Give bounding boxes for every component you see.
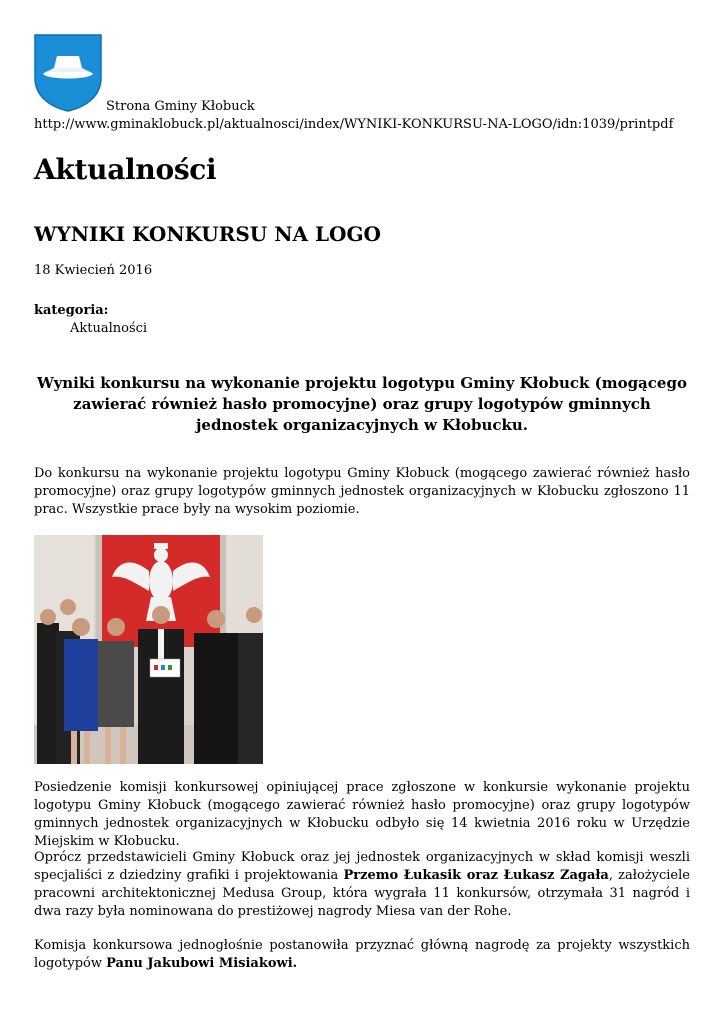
paragraph-3-designers: Przemo Łukasik oraz Łukasz Zagała bbox=[343, 868, 609, 883]
paragraph-4-text: Komisja konkursowa jednogłośnie postanowiła przyznać główną nagrodę za projekty wszystkich logotypów bbox=[34, 938, 690, 971]
municipality-crest-logo bbox=[34, 34, 102, 112]
paragraph-2: Posiedzenie komisji konkursowej opiniującej prace zgłoszone w konkursie wykonanie projektu logotypu Gminy Kłobuck (mogącego zawierać również hasło promocyjne) oraz grupy logotypów gminnych jednostek organizacyjnych w Kłobucku odbyło się 14 kwietnia 2016 roku w Urzędzie Miejskim w Kłobucku. bbox=[34, 780, 690, 849]
paragraph-3-text-start: Oprócz przedstawicieli Gminy Kłobuck oraz jej jednostek organizacyjnych w skład komisji weszli specjaliści z dziedziny grafiki i projektowania bbox=[34, 850, 690, 883]
article-lead: Wyniki konkursu na wykonanie projektu logotypu Gminy Kłobuck (mogącego zawierać również hasło promocyjne) oraz grupy logotypów gminnych jednostek organizacyjnych w Kłobucku. bbox=[37, 374, 687, 434]
paragraph-1: Do konkursu na wykonanie projektu logotypu Gminy Kłobuck (mogącego zawierać również hasło promocyjne) oraz grupy logotypów gminnych jednostek organizacyjnych w Kłobucku zgłoszono 11 prac. Wszystkie prace były na wysokim poziomie. bbox=[34, 466, 690, 517]
page-url[interactable]: http://www.gminaklobuck.pl/aktualnosci/index/WYNIKI-KONKURSU-NA-LOGO/idn:1039/printpdf bbox=[34, 117, 674, 132]
paragraph-3-text-end: , założyciele pracowni architektonicznej Medusa Group, która wygrała 11 konkursów, otrzymała 31 nagród i dwa razy była nominowana do prestiżowej nagrody Miesa van der Rohe. bbox=[34, 868, 690, 919]
category-label: kategoria: bbox=[34, 303, 109, 318]
paragraph-4 bbox=[34, 937, 690, 973]
committee-group-photo bbox=[34, 535, 263, 764]
paragraph-3 bbox=[34, 849, 690, 921]
article-date: 18 Kwiecień 2016 bbox=[34, 263, 153, 278]
paragraph-4-winner: Panu Jakubowi Misiakowi. bbox=[106, 956, 298, 971]
site-name: Strona Gminy Kłobuck bbox=[106, 99, 255, 114]
category-value[interactable]: Aktualności bbox=[70, 321, 148, 336]
section-title: Aktualności bbox=[34, 153, 217, 186]
article-title: WYNIKI KONKURSU NA LOGO bbox=[34, 222, 381, 246]
